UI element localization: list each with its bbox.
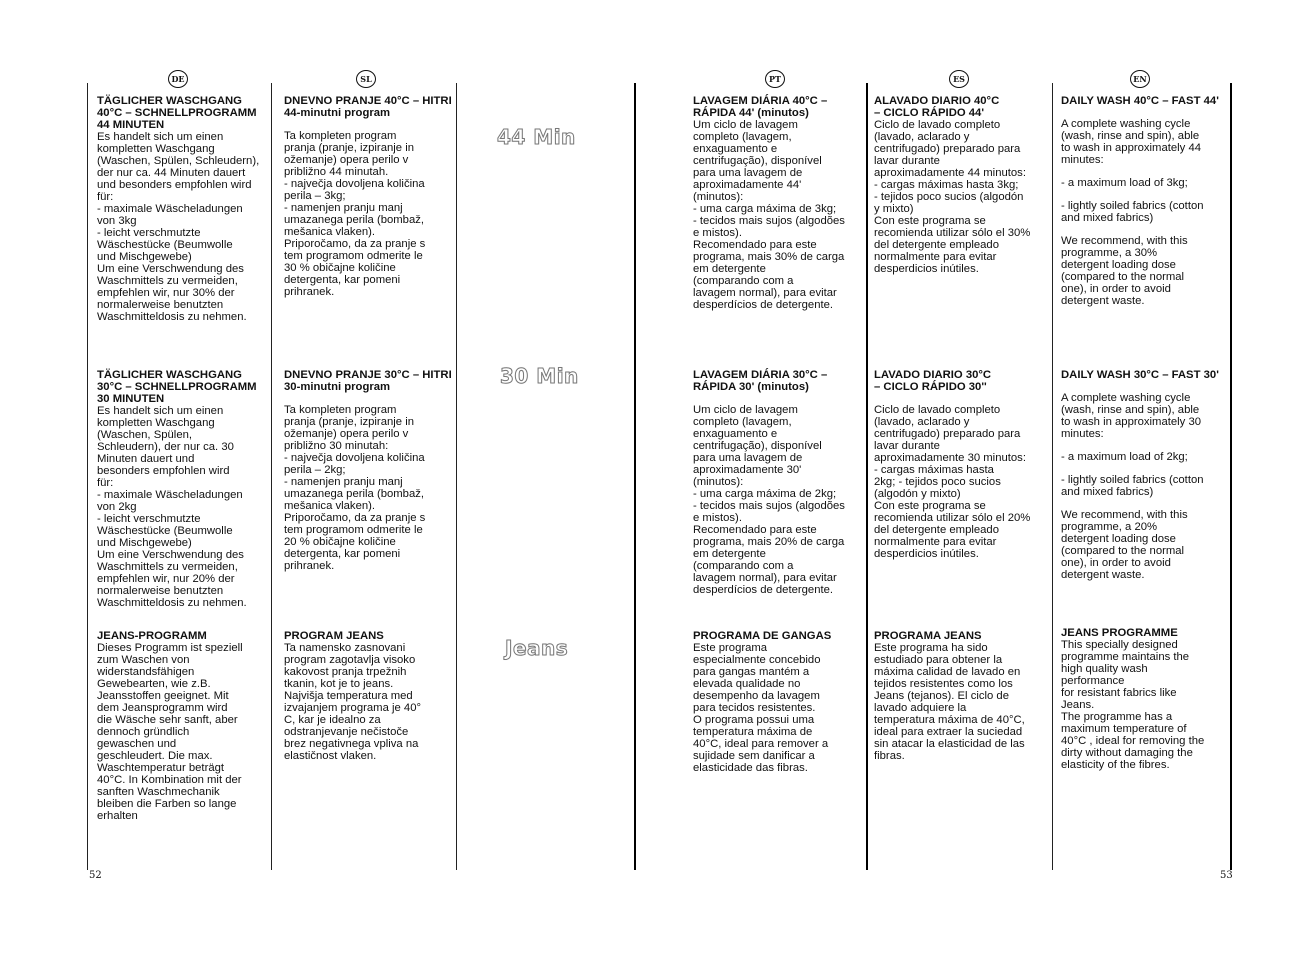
page-number-left: 52 xyxy=(89,870,102,881)
program-label-44-min: 44 Min xyxy=(497,125,576,149)
sl-section-jeans xyxy=(284,630,452,762)
pt-section-44 xyxy=(693,95,863,311)
section-heading: JEANS-PROGRAMM xyxy=(97,630,207,642)
section-paragraph: We recommend, with this programme, a 20% detergent loading dose (compared to the normal one), in order to avoid detergent waste. xyxy=(1061,509,1188,581)
section-body: Ciclo de lavado completo (lavado, aclarado y centrifugado) preparado para lavar durante aproximadamente 30 minutos: - cargas máximas hasta 2kg; - tejidos poco sucios (algodón y mixto) Con este programa se recomienda utilizar sólo el 20% del detergente empleado normalmente para evitar desperdicios inútiles. xyxy=(874,404,1031,560)
section-body: Ta namensko zasnovani program zagotavlja visoko kakovost pranja trpežnih tkanin, kot je to jeans. Najvišja temperatura med izvajanjem programa je 40° C, kar je idealno za odstranjevanje nečistoče brez negativnega vpliva na elastičnost vlaken. xyxy=(284,642,422,762)
language-badge-de: DE xyxy=(168,70,188,88)
section-body: Es handelt sich um einen kompletten Waschgang (Waschen, Spülen, Schleudern), der nur ca. 44 Minuten dauert und besonders empfohlen wird für: - maximale Wäscheladungen von 3kg - leicht verschmutzte Wäschestücke (Beumwolle und Mischgewebe) Um eine Verschwendung des Waschmittels zu vermeiden, empfehlen wir, nur 30% der normalerweise benutzten Waschmitteldosis zu nehmen. xyxy=(97,131,260,323)
section-heading: LAVAGEM DIÁRIA 30°C – RÁPIDA 30' (minutos) xyxy=(693,369,828,393)
divider-right-margin xyxy=(1230,83,1232,870)
section-heading: PROGRAMA DE GANGAS xyxy=(693,630,832,642)
language-badge-sl: SL xyxy=(356,70,376,88)
section-paragraph: - a maximum load of 3kg; xyxy=(1061,177,1188,189)
section-body: Ta kompleten program pranja (pranje, izpiranje in ožemanje) opera perilo v približno 44 minutah. - največja dovoljena količina perila – 3kg; - namenjen pranju manj umazanega perila (bombaž, mešanica vlaken). Priporočamo, da za pranje s tem programom odmerite le 30 % običajne količine detergenta, kar pomeni prihranek. xyxy=(284,130,426,298)
pt-section-jeans xyxy=(693,630,863,774)
divider-left-margin xyxy=(87,83,88,870)
en-section-44 xyxy=(1061,95,1226,307)
sl-section-44 xyxy=(284,95,452,298)
section-paragraph: A complete washing cycle (wash, rinse and spin), able to wash in approximately 44 minutes: xyxy=(1061,118,1202,166)
pt-section-30 xyxy=(693,369,863,596)
section-heading: PROGRAMA JEANS xyxy=(874,630,982,642)
section-body: Es handelt sich um einen kompletten Waschgang (Waschen, Spülen, Schleudern), der nur ca. 30 Minuten dauert und besonders empfohlen wird für: - maximale Wäscheladungen von 2kg - leicht verschmutzte Wäschestücke (Beumwolle und Mischgewebe) Um eine Verschwendung des Waschmittels zu vermeiden, empfehlen wir, nur 20% der normalerweise benutzten Waschmitteldosis zu nehmen. xyxy=(97,405,247,609)
section-paragraph: We recommend, with this programme, a 30% detergent loading dose (compared to the normal one), in order to avoid detergent waste. xyxy=(1061,235,1188,307)
section-paragraph: - lightly soiled fabrics (cotton and mixed fabrics) xyxy=(1061,474,1204,498)
section-heading: DNEVNO PRANJE 30°C – HITRI 30-minutni program xyxy=(284,369,452,393)
de-section-jeans xyxy=(97,630,267,822)
section-body: Dieses Programm ist speziell zum Waschen von widerstandsfähigen Gewebearten, wie z.B. Jeansstoffen geeignet. Mit dem Jeansprogramm wird die Wäsche sehr sanft, aber dennoch gründlich gewaschen und geschleudert. Die max. Waschtemperatur beträgt 40°C. In Kombination mit der sanften Waschmechanik bleiben die Farben so lange erhalten xyxy=(97,642,243,822)
language-badge-es: ES xyxy=(949,70,969,88)
language-badge-pt: PT xyxy=(765,70,785,88)
section-heading: LAVAGEM DIÁRIA 40°C – RÁPIDA 44' (minutos) xyxy=(693,95,828,119)
en-section-jeans xyxy=(1061,627,1226,771)
section-heading: TÄGLICHER WASCHGANG 30°C – SCHNELLPROGRAMM 30 MINUTEN xyxy=(97,369,257,405)
section-body: Um ciclo de lavagem completo (lavagem, enxaguamento e centrifugação), disponível para uma lavagem de aproximadamente 44' (minutos): - uma carga máxima de 3kg; - tecidos mais sujos (algodões e mistos). Recomendado para este programa, mais 30% de carga em detergente (comparando com a lavagem normal), para evitar desperdícios de detergente. xyxy=(693,119,845,311)
section-heading: ALAVADO DIARIO 40°C – CICLO RÁPIDO 44' xyxy=(874,95,1000,119)
section-body: Um ciclo de lavagem completo (lavagem, enxaguamento e centrifugação), disponível para uma lavagem de aproximadamente 30' (minutos): - uma carga máxima de 2kg; - tecidos mais sujos (algodões e mistos). Recomendado para este programa, mais 20% de carga em detergente (comparando com a lavagem normal), para evitar desperdícios de detergente. xyxy=(693,404,845,596)
divider-center-gutter xyxy=(634,83,636,870)
section-heading: JEANS PROGRAMME xyxy=(1061,627,1178,639)
section-body: Este programa especialmente concebido para gangas mantém a elevada qualidade no desempenho da lavagem para tecidos resistentes. O programa possui uma temperatura máxima de 40°C, ideal para remover a sujidade sem danificar a elasticidade das fibras. xyxy=(693,642,829,774)
section-body: This specially designed programme maintains the high quality wash performance for resistant fabrics like Jeans. The programme has a maximum temperature of 40°C , ideal for removing the dirty without damaging the elasticity of the fibres. xyxy=(1061,639,1205,771)
divider-pt-es xyxy=(866,83,868,870)
section-heading: DAILY WASH 30°C – FAST 30' xyxy=(1061,369,1219,381)
section-body: Ta kompleten program pranja (pranje, izpiranje in ožemanje) opera perilo v približno 30 minutah: - največja dovoljena količina perila – 2kg; - namenjen pranju manj umazanega perila (bombaž, mešanica vlaken). Priporočamo, da za pranje s tem programom odmerite le 20 % običajne količine detergenta, kar pomeni prihranek. xyxy=(284,404,426,572)
program-label-30-min: 30 Min xyxy=(500,364,579,388)
en-section-30 xyxy=(1061,369,1226,581)
program-label-jeans: Jeans xyxy=(505,636,569,660)
section-heading: PROGRAM JEANS xyxy=(284,630,384,642)
de-section-44 xyxy=(97,95,267,323)
section-heading: LAVADO DIARIO 30°C – CICLO RÁPIDO 30'' xyxy=(874,369,992,393)
sl-section-30 xyxy=(284,369,452,572)
section-heading: DNEVNO PRANJE 40°C – HITRI 44-minutni program xyxy=(284,95,452,119)
section-body: Ciclo de lavado completo (lavado, aclarado y centrifugado) preparado para lavar durante aproximadamente 44 minutos: - cargas máximas hasta 3kg; - tejidos poco sucios (algodón y mixto) Con este programa se recomienda utilizar sólo el 30% del detergente empleado normalmente para evitar desperdicios inútiles. xyxy=(874,119,1031,275)
page-number-right: 53 xyxy=(1220,870,1233,881)
es-section-30 xyxy=(874,369,1048,560)
divider-de-sl xyxy=(271,83,272,870)
section-heading: TÄGLICHER WASCHGANG 40°C – SCHNELLPROGRAMM 44 MINUTEN xyxy=(97,95,257,131)
language-badge-en: EN xyxy=(1130,70,1150,88)
de-section-30 xyxy=(97,369,267,609)
section-paragraph: - a maximum load of 2kg; xyxy=(1061,451,1188,463)
es-section-44 xyxy=(874,95,1048,275)
section-body: Este programa ha sido estudiado para obtener la máxima calidad de lavado en tejidos resistentes como los Jeans (tejanos). El ciclo de lavado adquiere la temperatura máxima de 40°C, ideal para extraer la suciedad sin atacar la elasticidad de las fibras. xyxy=(874,642,1025,762)
section-paragraph: - lightly soiled fabrics (cotton and mixed fabrics) xyxy=(1061,200,1204,224)
es-section-jeans xyxy=(874,630,1048,762)
divider-sl-programs xyxy=(456,83,457,870)
section-heading: DAILY WASH 40°C – FAST 44' xyxy=(1061,95,1219,107)
section-paragraph: A complete washing cycle (wash, rinse and spin), able to wash in approximately 30 minutes: xyxy=(1061,392,1202,440)
divider-es-en xyxy=(1052,83,1053,870)
